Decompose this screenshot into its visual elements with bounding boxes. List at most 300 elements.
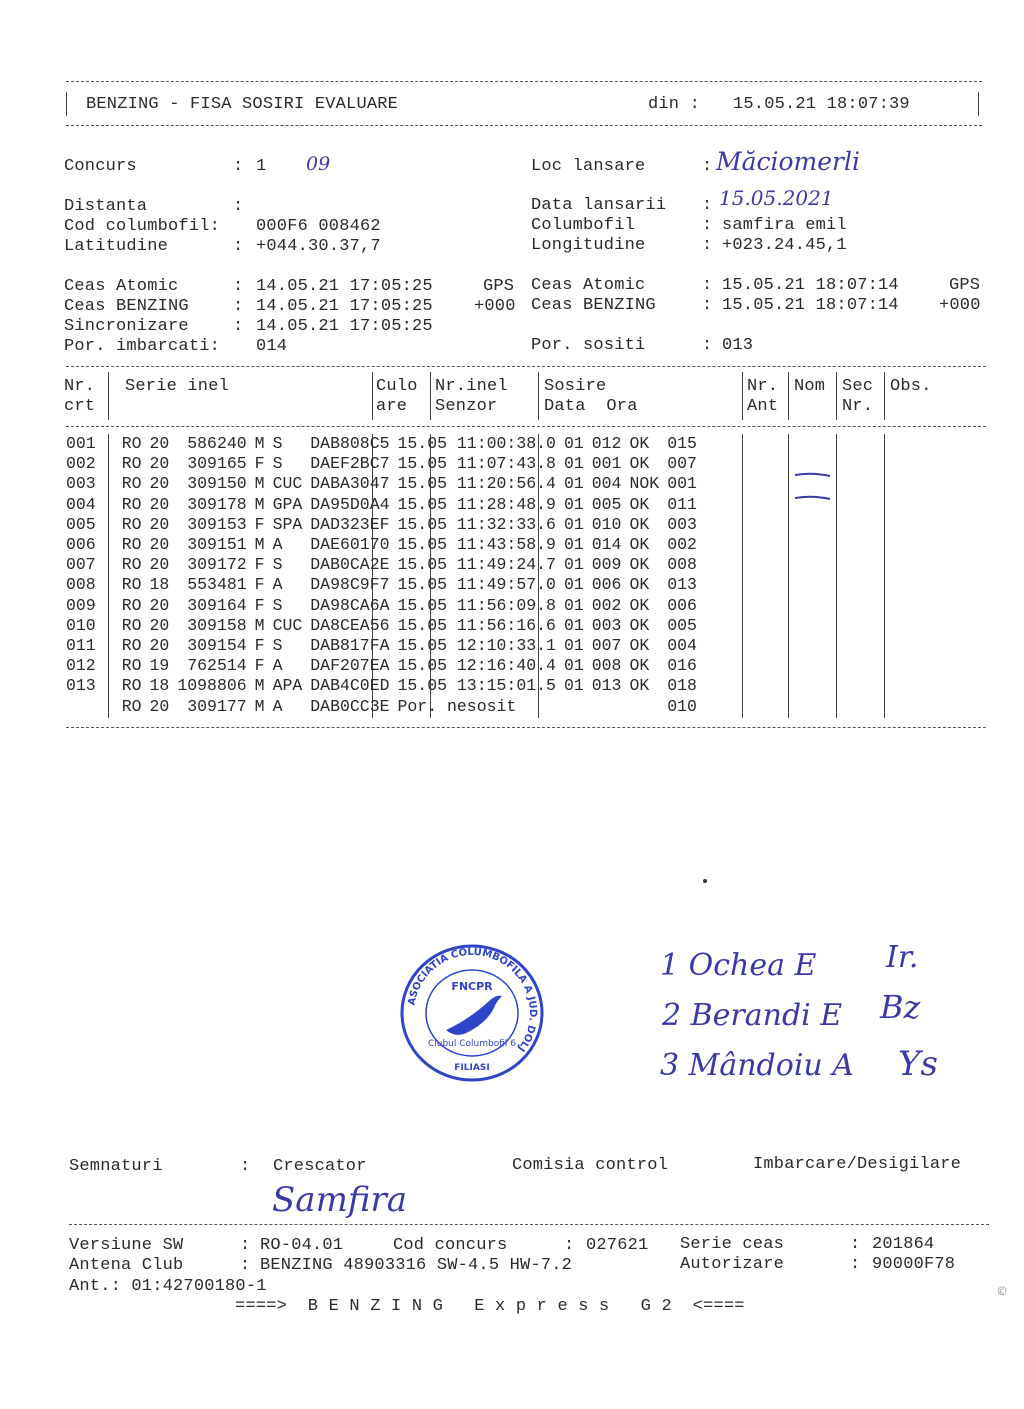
cell-sx: M [254,494,265,514]
concurs-label: Concurs [64,157,137,176]
table-header-rule [66,426,986,427]
ceas-benzing-label: Ceas BENZING [64,297,189,316]
cell-yr: 20 [149,535,170,555]
th-ant: Ant [747,397,779,416]
cell-sen: DA98CA6A [310,595,390,615]
cell-sec: OK [629,555,650,575]
cell-ant: 01 [563,535,584,555]
cell-nom: 006 [591,575,622,595]
cell-nr: 004 [66,494,96,514]
cell-sos: 15.05 12:16:40.4 [397,656,556,676]
th-data-ora: Data Ora [544,397,638,416]
autorizare-label: Autorizare [680,1255,785,1274]
latitudine-label: Latitudine [64,237,169,256]
cell-nom: 013 [591,676,622,696]
cell-obs: 016 [667,656,697,676]
cell-sen: DAEF2BC7 [310,454,390,474]
cell-yr: 19 [149,656,170,676]
ceas-atomic-right-suffix: GPS [949,276,981,295]
cell-sec: NOK [629,474,660,494]
cell-sx: M [254,676,265,696]
handwritten-sig-1: Ir. [886,940,919,975]
handwritten-sig-3: Ys [898,1044,938,1084]
longitudine-label: Longitudine [531,236,646,255]
cell-sos: 15.05 13:15:01.5 [397,676,556,696]
cell-nr: 012 [66,656,96,676]
cell-col: S [272,595,283,615]
cell-sx: M [254,535,265,555]
antena-label: Antena Club [69,1256,184,1275]
cell-obs: 001 [667,474,697,494]
cell-sen: DAB817FA [310,636,390,656]
cell-sen: DA98C9F7 [310,575,390,595]
stamp-outer-text: ASOCIATIA COLUMBOFILA A JUD. DOLJ [406,946,539,1054]
th-nr: Nr. [64,377,96,396]
autorizare-colon: : [850,1255,861,1274]
top-rule [66,81,982,82]
ceas-benzing-left: 14.05.21 17:05:25 [256,297,433,316]
loc-lansare-colon: : [702,157,713,176]
cell-yr: 20 [149,636,170,656]
cell-sos: 15.05 11:20:56.4 [397,474,556,494]
cell-sx: M [254,474,265,494]
corner-mark: © [998,1284,1007,1300]
cell-obs: 013 [667,575,697,595]
cell-ro: RO [121,615,142,635]
cell-nr [62,697,100,717]
th-serie: Serie inel [125,377,230,396]
cell-sec: OK [629,535,650,555]
cell-yr: 20 [149,474,170,494]
ceas-atomic-colon: : [233,277,244,296]
col-bar [108,372,109,420]
col-bar [372,372,373,420]
longitudine-value: +023.24.45,1 [722,236,847,255]
col-bar [742,372,743,420]
cell-sen: DA95D0A4 [310,494,390,514]
cell-col: A [272,696,283,716]
versiune-colon: : [240,1236,251,1255]
handwritten-item-3: 3 Mândoiu A [660,1048,854,1083]
benzing-express-banner: ====> B E N Z I N G E x p r e s s G 2 <==== [235,1297,745,1316]
cell-yr: 20 [149,595,170,615]
stray-dot [703,879,707,883]
cell-obs: 018 [667,676,697,696]
cell-ro: RO [121,656,142,676]
cell-ant: 01 [563,615,584,635]
data-lansarii-colon: : [702,196,713,215]
ceas-atomic-label: Ceas Atomic [64,277,179,296]
th-nr-ant: Nr. [747,377,779,396]
cell-obs: 006 [667,595,697,615]
data-lansarii-label: Data lansarii [531,196,667,215]
th-crt: crt [64,397,96,416]
th-senzor: Senzor [435,397,498,416]
cell-sx: F [254,575,265,595]
cell-num: 309154 [187,636,247,656]
cell-nr: 010 [66,615,96,635]
cod-concurs-colon: : [564,1236,575,1255]
latitudine-value: +044.30.37,7 [256,237,381,256]
data-lansarii-handwritten: 15.05.2021 [719,186,834,210]
header-left-bar [66,92,67,116]
cod-columbofil-label: Cod columbofil: [64,217,221,236]
cell-sec: OK [629,434,650,453]
versiune-value: RO-04.01 [260,1236,344,1255]
cell-sec: OK [629,656,650,676]
semnaturi-label: Semnaturi [69,1157,163,1176]
versiune-label: Versiune SW [69,1236,184,1255]
serie-ceas-colon: : [850,1235,861,1254]
table-row [62,656,701,676]
cell-nom: 010 [591,514,622,534]
col-bar [788,434,789,718]
concurs-value: 1 [256,157,267,176]
stamp-city-text: FILIASI [454,1063,490,1073]
cell-obs: 007 [667,454,697,474]
table-row [62,515,701,535]
cell-ro: RO [121,575,142,595]
cell-sos: 15.05 11:49:24.7 [397,555,556,575]
cell-sos: 15.05 11:07:43.8 [397,454,556,474]
ceas-benzing-left-suffix: +000 [474,297,516,316]
cell-nom: 008 [591,656,622,676]
distanta-label: Distanta [64,197,148,216]
cell-nr: 013 [66,676,96,696]
cell-yr: 20 [149,555,170,575]
footer-rule [69,1224,989,1225]
cell-nom: 009 [591,555,622,575]
cell-ant: 01 [563,434,584,453]
cell-obs: 004 [667,636,697,656]
cell-num: 762514 [187,656,247,676]
table-row [62,434,701,454]
cell-ro: RO [121,494,142,514]
table-row [62,596,701,616]
cell-sec: OK [629,595,650,615]
cell-sos: 15.05 11:56:09.8 [397,595,556,615]
ceas-atomic-right: 15.05.21 18:07:14 [722,276,899,295]
cod-concurs-label: Cod concurs [393,1236,508,1255]
sincronizare-value: 14.05.21 17:05:25 [256,317,433,336]
cell-col: CUC [272,615,303,635]
cell-yr: 18 [149,575,170,595]
handwritten-item-2: 2 Berandi E [662,998,843,1033]
cell-sec [625,697,663,717]
cell-ant: 01 [563,575,584,595]
table-row [62,555,701,575]
cell-num: 309172 [187,555,247,575]
cell-sec: OK [629,676,650,696]
sincronizare-label: Sincronizare [64,317,189,336]
cell-ro: RO [121,535,142,555]
cell-obs: 015 [667,434,697,453]
cell-sen: DA8CEA56 [310,615,390,635]
cell-obs: 005 [667,615,697,635]
cell-num: 309164 [187,595,247,615]
th-sec: Sec [842,377,874,396]
table-row [62,454,701,474]
autorizare-value: 90000F78 [872,1255,956,1274]
cell-sos: 15.05 11:28:48.9 [397,494,556,514]
cell-col: S [272,454,283,474]
cell-sen: DAE60170 [310,535,390,555]
semnaturi-colon: : [240,1157,251,1176]
cell-nom: 003 [591,615,622,635]
cell-sx: F [254,595,265,615]
ceas-atomic-right-label: Ceas Atomic [531,276,646,295]
crescator-signature: Samfira [272,1180,408,1220]
cell-sx: F [254,656,265,676]
ceas-benzing-right-colon: : [702,296,713,315]
table-row [62,474,701,494]
cell-num: 1098806 [177,676,247,696]
cell-sen: DABA3047 [310,474,390,494]
columbofil-colon: : [702,216,713,235]
concurs-handwritten: 09 [306,153,331,175]
table-row [62,676,701,696]
cell-obs: 002 [667,535,697,555]
th-are: are [376,397,408,416]
cell-ant: 01 [563,555,584,575]
table-row [62,495,701,515]
sincronizare-colon: : [233,317,244,336]
dove-icon [446,996,502,1035]
cell-sec: OK [629,575,650,595]
cell-ant: 01 [563,636,584,656]
cell-col: CUC [272,474,303,494]
cell-yr: 20 [149,615,170,635]
cell-col: A [272,535,283,555]
th-sec-nr: Nr. [842,397,874,416]
cell-nr: 002 [66,454,96,474]
cell-obs: 003 [667,514,697,534]
cell-nr: 006 [66,535,96,555]
loc-lansare-handwritten: Măciomerli [716,147,860,176]
cell-nr: 001 [66,434,96,453]
cell-num: 586240 [187,434,247,453]
cell-num: 553481 [187,575,247,595]
cell-col: S [272,434,283,453]
cod-concurs-value: 027621 [586,1236,649,1255]
cell-sx: F [254,555,265,575]
comisia-label: Comisia control [512,1156,669,1175]
columbofil-value: samfira emil [722,216,847,235]
cell-sx: F [254,514,265,534]
cell-col: A [272,656,283,676]
nom-underline-marks [790,470,840,510]
cell-sec: OK [629,636,650,656]
table-row [62,697,701,717]
cell-sx: M [254,615,265,635]
din-value: 15.05.21 18:07:39 [733,95,910,114]
cell-ant: 01 [563,454,584,474]
cell-sos: 15.05 11:56:16.6 [397,615,556,635]
ceas-benzing-right: 15.05.21 18:07:14 [722,296,899,315]
antena-colon: : [240,1256,251,1275]
sositi-label: Por. sositi [531,336,646,355]
cell-nr: 003 [66,474,96,494]
cell-ro: RO [121,434,142,453]
table-row [62,616,701,636]
latitudine-colon: : [233,237,244,256]
sositi-colon: : [702,336,713,355]
cell-sos: 15.05 11:00:38.0 [397,434,556,453]
cell-yr: 20 [149,454,170,474]
cell-sen: DAD323EF [310,514,390,534]
cell-ant: 01 [563,514,584,534]
cell-obs: 010 [667,696,697,716]
cell-num: 309151 [187,535,247,555]
cell-sec: OK [629,454,650,474]
cell-ro: RO [121,636,142,656]
antena-value: BENZING 48903316 SW-4.5 HW-7.2 [260,1256,573,1275]
table-bottom-rule [66,727,986,728]
cell-ant: 01 [563,656,584,676]
cell-nom: 012 [591,434,622,453]
cell-col: S [272,555,283,575]
cell-nom: 001 [591,454,622,474]
din-label: din : [648,95,701,114]
crescator-label: Crescator [273,1157,367,1176]
th-nom: Nom [794,377,826,396]
cell-ro: RO [121,676,142,696]
cell-col: APA [272,676,303,696]
handwritten-sig-2: Bz [880,988,921,1026]
cell-nom: 005 [591,494,622,514]
cell-sec: OK [629,514,650,534]
cell-obs: 011 [667,494,697,514]
cell-yr: 20 [149,494,170,514]
cell-ant: 01 [563,474,584,494]
cell-col: S [272,636,283,656]
table-top-rule [66,366,986,367]
cell-nr: 007 [66,555,96,575]
cell-sen: DAB0CC3E [310,696,390,716]
cell-nr: 008 [66,575,96,595]
col-bar [884,372,885,420]
cell-sen: DAB808C5 [310,434,390,453]
header-bottom-rule [66,125,982,126]
cell-sos: 15.05 11:49:57.0 [397,575,556,595]
cell-sos: 15.05 11:43:58.9 [397,535,556,555]
cell-nom: 014 [591,535,622,555]
col-bar [884,434,885,718]
ant-line: Ant.: 01:42700180-1 [69,1277,267,1296]
cell-nom: 002 [591,595,622,615]
sositi-value: 013 [722,336,754,355]
cell-ro: RO [121,454,142,474]
cell-sec: OK [629,615,650,635]
cell-sen: DAB0CA2E [310,555,390,575]
cell-num: 309150 [187,474,247,494]
th-obs: Obs. [890,377,932,396]
ceas-benzing-right-label: Ceas BENZING [531,296,656,315]
report-title: BENZING - FISA SOSIRI EVALUARE [86,95,399,114]
cod-columbofil-value: 000F6 008462 [256,217,381,236]
loc-lansare-label: Loc lansare [531,157,646,176]
cell-col: GPA [272,494,303,514]
cell-ant [560,697,588,717]
th-nrinel: Nr.inel [435,377,508,396]
columbofil-label: Columbofil [531,216,636,235]
cell-ro: RO [121,514,142,534]
cell-nom: 007 [591,636,622,656]
cell-sx: F [254,454,265,474]
cell-ro: RO [121,696,142,716]
cell-num: 309177 [187,696,247,716]
cell-num: 309165 [187,454,247,474]
cell-ant: 01 [563,494,584,514]
stamp-inner-text: Clubul Columbofil 6 [427,1039,517,1049]
cell-sos: 15.05 12:10:33.1 [397,636,556,656]
stamp-center-text: FNCPR [451,980,493,993]
cell-num: 309158 [187,615,247,635]
cell-ant: 01 [563,676,584,696]
ceas-atomic-left: 14.05.21 17:05:25 [256,277,433,296]
col-bar [836,372,837,420]
cell-num: 309178 [187,494,247,514]
cell-yr: 20 [149,696,170,716]
ceas-atomic-left-suffix: GPS [483,277,515,296]
cell-ant: 01 [563,595,584,615]
cell-ro: RO [121,474,142,494]
longitudine-colon: : [702,236,713,255]
imbarcare-label: Imbarcare/Desigilare [753,1155,962,1174]
cell-col: SPA [272,514,303,534]
concurs-colon: : [233,157,244,176]
col-bar [430,372,431,420]
serie-ceas-label: Serie ceas [680,1235,785,1254]
col-bar [788,372,789,420]
cell-nr: 005 [66,514,96,534]
cell-sos: Por. nesosit [397,696,517,716]
th-sosire: Sosire [544,377,607,396]
cell-nr: 011 [66,636,96,656]
handwritten-item-1: 1 Ochea E [660,948,817,983]
ceas-atomic-right-colon: : [702,276,713,295]
th-culo: Culo [376,377,418,396]
cell-num: 309153 [187,514,247,534]
cell-yr: 20 [149,434,170,453]
cell-nr: 009 [66,595,96,615]
table-row [62,535,701,555]
imbarcati-label: Por. imbarcati: [64,337,221,356]
cell-sx: F [254,636,265,656]
cell-sen: DAF207EA [310,656,390,676]
cell-ro: RO [121,555,142,575]
cell-sx: M [254,696,265,716]
ceas-benzing-colon: : [233,297,244,316]
serie-ceas-value: 201864 [872,1235,935,1254]
cell-sec: OK [629,494,650,514]
cell-sos: 15.05 11:32:33.6 [397,514,556,534]
imbarcati-value: 014 [256,337,288,356]
table-row [62,636,701,656]
table-row [62,575,701,595]
header-right-bar [978,92,979,116]
arrivals-table-body [62,434,701,717]
cell-ro: RO [121,595,142,615]
ceas-benzing-right-suffix: +000 [939,296,981,315]
cell-nom [588,697,626,717]
cell-yr: 18 [149,676,170,696]
cell-yr: 20 [149,514,170,534]
cell-nom: 004 [591,474,622,494]
cell-sen: DAB4C0ED [310,676,390,696]
cell-col: A [272,575,283,595]
cell-obs: 008 [667,555,697,575]
